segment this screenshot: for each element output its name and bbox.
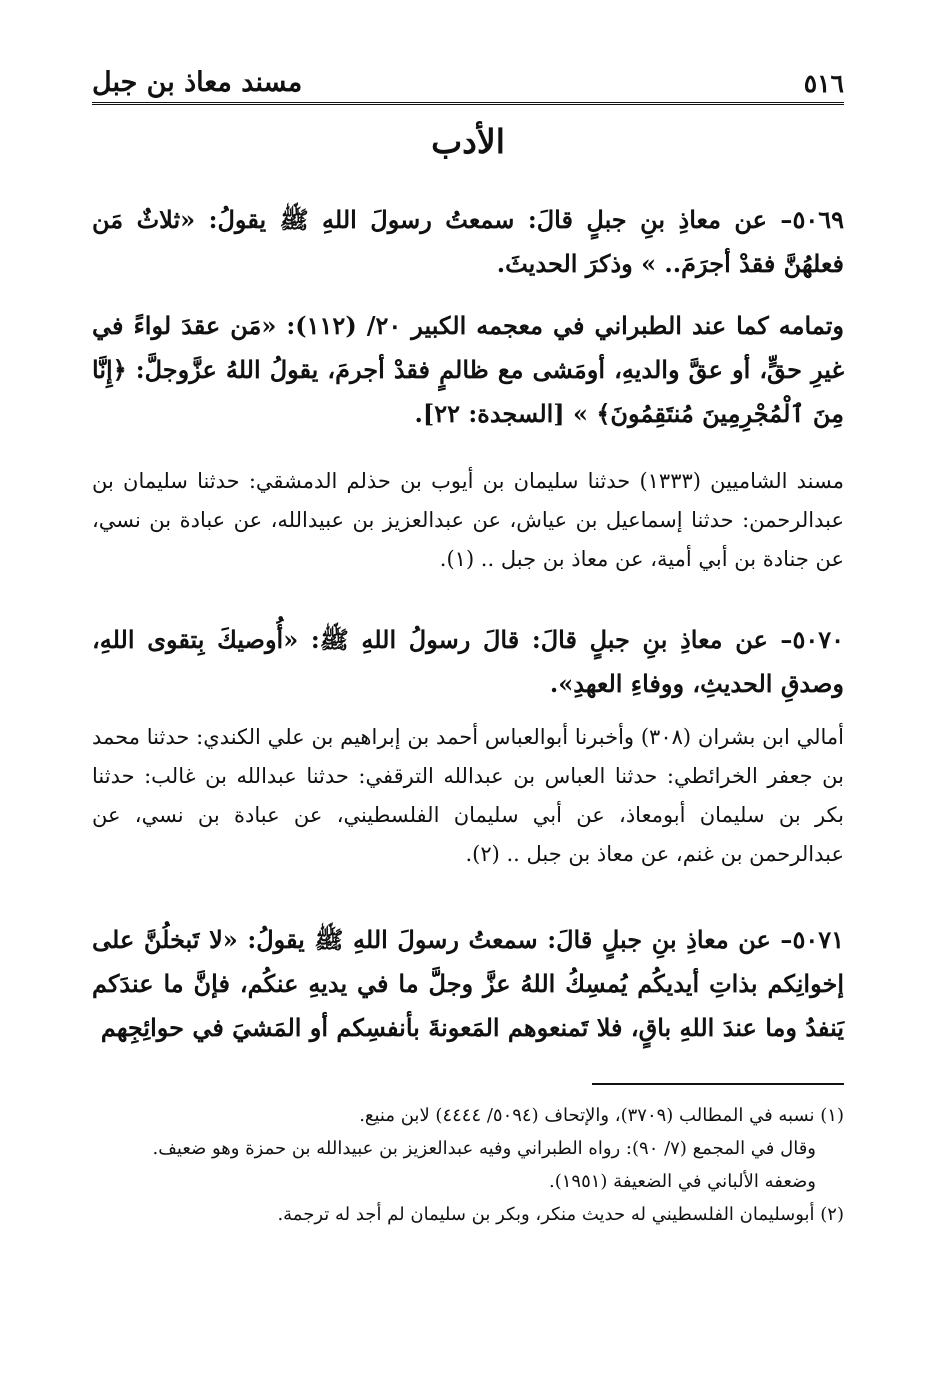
hadith-5070: ٥٠٧٠– عن معاذِ بنِ جبلٍ قالَ: قالَ رسولُ اللهِ ﷺ: «أُوصيكَ بِتقوى اللهِ، وصدقِ الحديثِ، ووفاءِ العهدِ». — [92, 625, 844, 698]
isnad-5069: مسند الشاميين (١٣٣٣) حدثنا سليمان بن أيوب بن حذلم الدمشقي: حدثنا سليمان بن عبدالرحمن: حدثنا إسماعيل بن عياش، عن عبدالعزيز بن عبيدالله، عن عبادة بن نسي، عن جنادة بن أبي أمية، عن معاذ بن جبل .. (١). — [92, 469, 844, 571]
section-title: الأدب — [431, 122, 505, 161]
footnote-1: (١) نسبه في المطالب (٣٧٠٩)، والإتحاف (٥٠٩٤/ ٤٤٤٤) لابن منيع. — [359, 1105, 844, 1126]
hadith-5069-completion: وتمامه كما عند الطبراني في معجمه الكبير ٢٠/ (١١٢): «مَن عقدَ لواءً في غيرِ حقٍّ، أو عقَّ والديهِ، أومَشى مع ظالمٍ فقدْ أجرمَ، يقولُ اللهُ عزَّوجلَّ: ﴿إِنَّا مِنَ ٱلْمُجْرِمِينَ مُنتَقِمُونَ﴾ » [السجدة: ٢٢]. — [92, 311, 844, 428]
footnote-1-albani: وضعفه الألباني في الضعيفة (١٩٥١). — [549, 1171, 816, 1192]
isnad-5070: أمالي ابن بشران (٣٠٨) وأخبرنا أبوالعباس أحمد بن إبراهيم بن علي الكندي: حدثنا محمد بن جعفر الخرائطي: حدثنا العباس بن عبدالله الترقفي: حدثنا عبدالله بن غالب: حدثنا بكر بن سليمان أبومعاذ، عن أبي سليمان الفلسطيني، عن عبادة بن نسي، عن عبدالرحمن بن غنم، عن معاذ بن جبل .. (٢). — [92, 725, 844, 866]
hadith-5069: ٥٠٦٩– عن معاذِ بنِ جبلٍ قالَ: سمعتُ رسولَ اللهِ ﷺ يقولُ: «ثلاثٌ مَن فعلهُنَّ فقدْ أجرَمَ.. » وذكرَ الحديثَ. — [92, 205, 844, 278]
running-title: مسند معاذ بن جبل — [92, 67, 303, 98]
footnotes — [92, 1099, 844, 1231]
footnote-2: (٢) أبوسليمان الفلسطيني له حديث منكر، وبكر بن سليمان لم أجد له ترجمة. — [277, 1204, 844, 1225]
page-number: ٥١٦ — [803, 69, 844, 98]
footnote-1-majma: وقال في المجمع (٧/ ٩٠): رواه الطبراني وفيه عبدالعزيز بن عبيدالله بن حمزة وهو ضعيف. — [152, 1138, 816, 1159]
footnote-separator — [592, 1083, 844, 1085]
page-header — [92, 58, 844, 105]
hadith-5071: ٥٠٧١– عن معاذِ بنِ جبلٍ قالَ: سمعتُ رسولَ اللهِ ﷺ يقولُ: «لا تَبخلُنَّ على إخوانِكم بذاتِ أيديكُم يُمسِكُ اللهُ عزَّ وجلَّ ما في يديهِ عنكُم، فإنَّ ما عندَكم يَنفدُ وما عندَ اللهِ باقٍ، فلا تَمنعوهم المَعونةَ بأنفسِكم أو المَشيَ في حوائِجِهم — [92, 925, 844, 1042]
